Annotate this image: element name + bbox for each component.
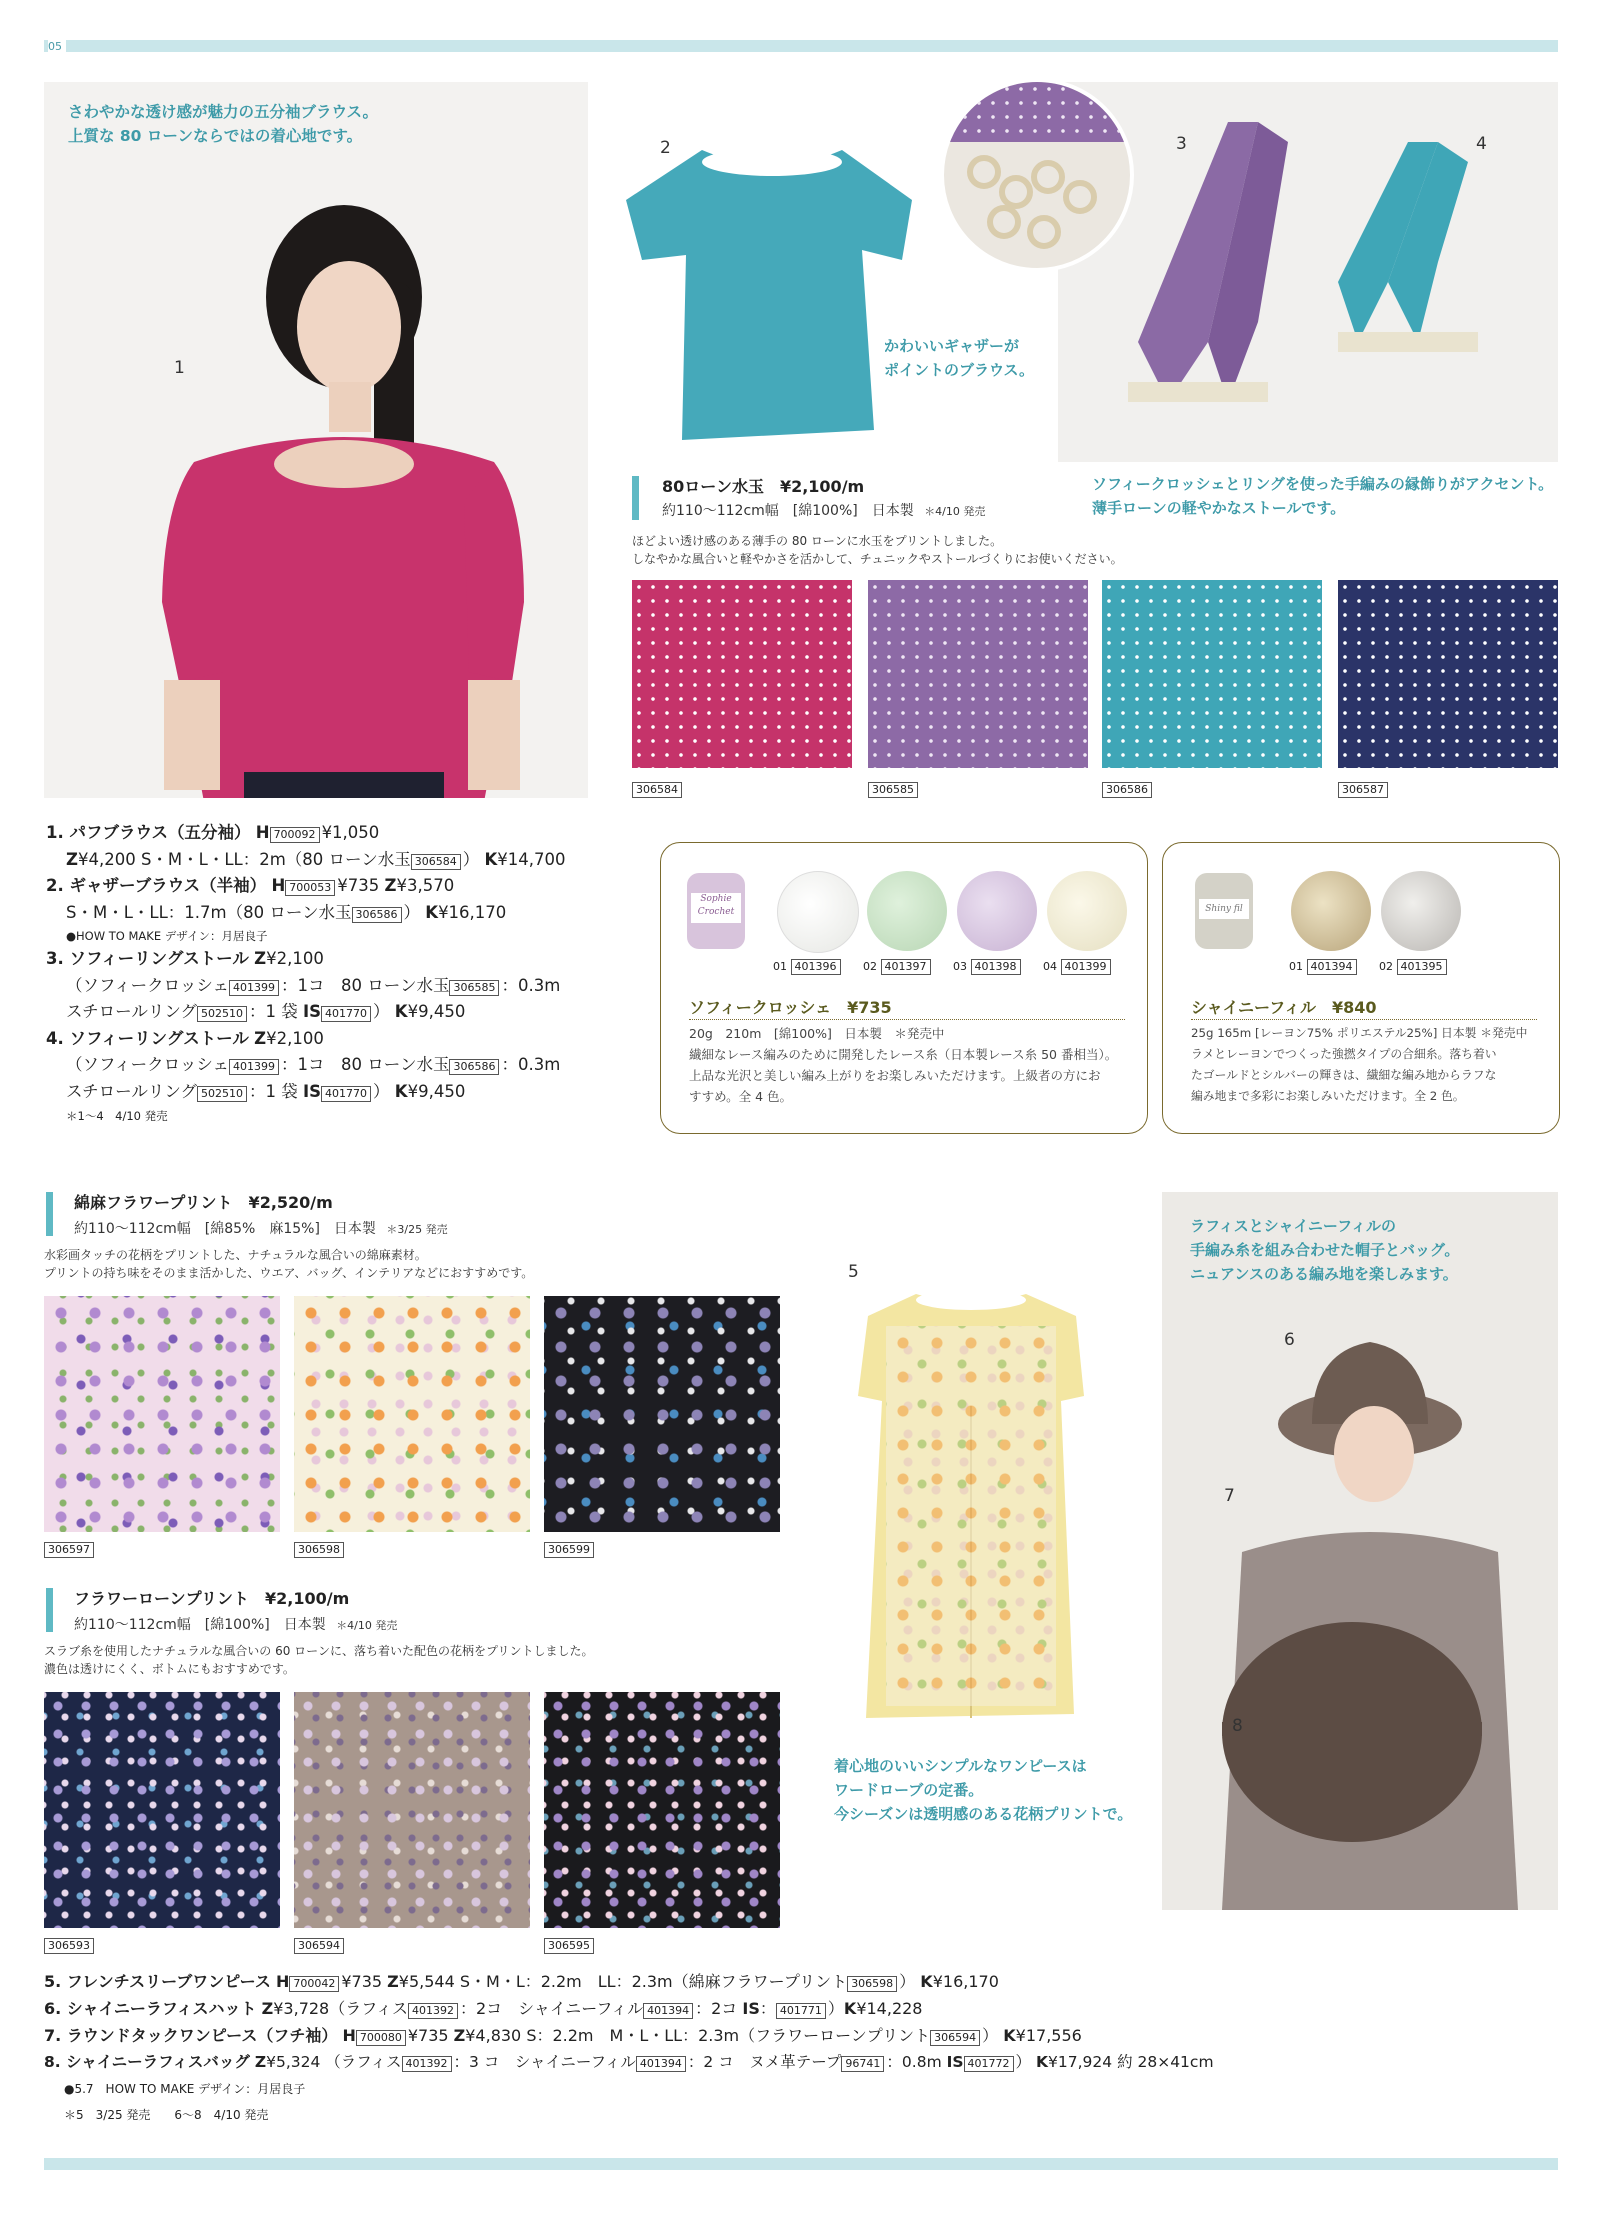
- swatch-label-306595: 306595: [544, 1938, 594, 1954]
- item-number-2: 2: [660, 138, 671, 158]
- p7-fabric-code: 306594: [930, 2030, 980, 2046]
- shiny-desc: [1191, 1023, 1547, 1107]
- swatch-306593: [44, 1692, 280, 1928]
- sophie-cap-03: [953, 959, 1023, 975]
- product-8-line: [44, 2049, 1554, 2076]
- p2-z-label: Z: [384, 876, 397, 895]
- lawn-dots-desc2: しなやかな風合いと軽やかさを活かして、チュニックやストールづくりにお使いください。: [632, 552, 1123, 566]
- dress5-caption-line3: 今シーズンは透明感のある花柄プリントで。: [834, 1805, 1133, 1823]
- swatch-label-306586: 306586: [1102, 782, 1152, 798]
- linen-floral-desc1: 水彩画タッチの花柄をプリントした、ナチュラルな風合いの綿麻素材。: [44, 1248, 427, 1262]
- p4-ring-qty: ：1 袋: [249, 1081, 298, 1101]
- hero-caption-line2: 上質な 80 ローンならではの着心地です。: [68, 127, 363, 145]
- p4-k-price: ¥9,450: [407, 1081, 466, 1101]
- sophie-cap-02-n: 02: [863, 960, 877, 973]
- linen-floral-title: 綿麻フラワープリント ¥2,520/m: [74, 1193, 333, 1212]
- p8-k-label: K: [1036, 2053, 1049, 2071]
- swatch-label-306584: 306584: [632, 782, 682, 798]
- sophie-ball-01: [777, 871, 859, 953]
- p6-close-paren: ）: [827, 1999, 844, 2018]
- p5-fabric-code: 306598: [847, 1976, 897, 1992]
- dress5-caption-line2: ワードローブの定番。: [834, 1781, 984, 1799]
- item-number-3: 3: [1176, 134, 1187, 154]
- p1-z-price: ¥4,200: [77, 849, 136, 869]
- product-4-line1: [46, 1026, 646, 1053]
- p5-name: 5. フレンチスリーブワンピース: [44, 1972, 271, 1991]
- p6-shiny-label: ：2コ シャイニーフィル: [459, 1999, 644, 2018]
- linen-floral-release: ＊3/25 発売: [386, 1223, 448, 1236]
- p6-z-price: ¥3,728: [273, 1999, 330, 2018]
- sophie-ball-02: [867, 871, 947, 951]
- sophie-crochet-box: [660, 842, 1148, 1134]
- lawn-dots-spec: 約110～112cm幅 [綿100%] 日本製: [662, 503, 914, 519]
- product-2-line1: [46, 873, 646, 900]
- shiny-fil-box: [1162, 842, 1560, 1134]
- shiny-cap-01: [1289, 959, 1359, 975]
- hatbag-illustration: [1162, 1192, 1558, 1910]
- dress-floral-overlay: [886, 1326, 1056, 1706]
- lace-closeup-inset: [940, 78, 1134, 272]
- sophie-cap-04-code: 401399: [1061, 959, 1111, 975]
- p3-z-price: ¥2,100: [266, 949, 324, 968]
- p4-ring-label: スチロールリング: [66, 1081, 198, 1101]
- swatch-306597: [44, 1296, 280, 1532]
- shiny-cap-01-code: 401394: [1307, 959, 1357, 975]
- shiny-package: [1195, 873, 1253, 949]
- sophie-cap-04-n: 04: [1043, 960, 1057, 973]
- sophie-label-line1: Sophie: [700, 894, 732, 904]
- p5-z-label: Z: [387, 1972, 399, 1991]
- p4-z-price: ¥2,100: [266, 1028, 324, 1048]
- p7-h-label: H: [342, 2026, 356, 2045]
- swatch-306587: [1338, 580, 1558, 768]
- flower-lawn-desc: [44, 1642, 593, 1678]
- product-3-line3: [46, 999, 646, 1026]
- shiny-title: シャイニーフィル ¥840: [1191, 998, 1377, 1017]
- sophie-ball-04: [1047, 871, 1127, 951]
- product-4-line3: [46, 1079, 646, 1106]
- p7-name: 7. ラウンドタックワンピース（フチ袖）: [44, 2026, 338, 2045]
- p6-k-price: ¥14,228: [856, 1999, 923, 2018]
- sophie-divider: [689, 1019, 1125, 1020]
- p3-yarn-code: 401399: [229, 980, 279, 996]
- swatch-306595: [544, 1692, 780, 1928]
- hatbag-photo: [1162, 1192, 1558, 1910]
- p8-leather-code: 96741: [841, 2056, 884, 2072]
- p5-z-price: ¥5,544: [398, 1972, 455, 1991]
- item-number-7: 7: [1224, 1486, 1235, 1506]
- p1-h-price: ¥1,050: [321, 823, 380, 842]
- p1-name: 1. パフブラウス（五分袖）: [46, 823, 251, 842]
- p6-raffis-code: 401392: [408, 2003, 458, 2019]
- swatch-label-306599: 306599: [544, 1542, 594, 1558]
- products-bottom-list: [44, 1968, 1554, 2128]
- hero-caption-line1: さわやかな透け感が魅力の五分袖ブラウス。: [68, 103, 379, 121]
- item-number-6: 6: [1284, 1330, 1295, 1350]
- swatch-306585: [868, 580, 1088, 768]
- lawn-dots-release: ＊4/10 発売: [924, 505, 986, 518]
- p1-fabric-code: 306584: [411, 854, 461, 870]
- p3-close-paren: ）: [373, 1002, 390, 1021]
- item-number-4: 4: [1476, 134, 1487, 154]
- lawn-dots-title: 80ローン水玉 ¥2,100/m: [662, 477, 865, 496]
- p2-k-label: K: [425, 902, 439, 922]
- p7-h-code: 700080: [356, 2030, 406, 2046]
- p7-size: S：2.2m M・L・LL：2.3m（フラワーローンプリント: [526, 2026, 931, 2045]
- p8-z-label: Z: [254, 2053, 267, 2071]
- p7-h-price: ¥735: [407, 2026, 449, 2045]
- p6-name: 6. シャイニーラフィスハット: [44, 1999, 257, 2018]
- stole-caption: [1092, 472, 1553, 520]
- p8-leather-qty: ：0.8m: [886, 2053, 942, 2071]
- sophie-spec: 20g 210m [綿100%] 日本製 ＊発売中: [689, 1026, 945, 1041]
- stole-caption-line2: 薄手ローンの軽やかなストールです。: [1092, 499, 1346, 517]
- p7-k-price: ¥17,556: [1015, 2026, 1082, 2045]
- flower-lawn-title: フラワーローンプリント ¥2,100/m: [74, 1589, 350, 1608]
- product-1-line2: [46, 847, 646, 874]
- p2-name: 2. ギャザーブラウス（半袖）: [46, 876, 267, 895]
- page-number: 05: [48, 40, 66, 53]
- p8-z-price: ¥5,324: [266, 2053, 321, 2071]
- p6-shiny-code: 401394: [643, 2003, 693, 2019]
- item-number-5: 5: [848, 1262, 859, 1282]
- linen-floral-spec: 約110～112cm幅 [綿85% 麻15%] 日本製: [74, 1221, 376, 1237]
- p3-z-label: Z: [254, 949, 267, 968]
- p2-fabric-code: 306586: [352, 907, 402, 923]
- product-7-line: [44, 2022, 1554, 2049]
- p8-close-paren: ）: [1015, 2053, 1032, 2071]
- swatch-label-306594: 306594: [294, 1938, 344, 1954]
- p5-h-label: H: [275, 1972, 290, 1991]
- p8-is-label: IS: [946, 2053, 964, 2071]
- p1-close-paren: ）: [462, 849, 480, 869]
- hero-caption: [68, 100, 378, 148]
- blouse2-caption: [884, 334, 1034, 382]
- blouse2-caption-line2: ポイントのブラウス。: [884, 361, 1035, 379]
- p4-is-code: 401770: [321, 1086, 371, 1102]
- product-3-line2: [46, 973, 646, 1000]
- linen-floral-spec-row: [74, 1218, 448, 1238]
- lawn-dots-spec-row: [662, 500, 985, 520]
- p4-is-label: IS: [303, 1081, 322, 1101]
- p6-z-label: Z: [261, 1999, 274, 2018]
- p6-is-colon: ：: [759, 1999, 776, 2018]
- sophie-label-line2: Crochet: [697, 907, 735, 917]
- shiny-divider: [1191, 1019, 1537, 1020]
- p3-ring-label: スチロールリング: [66, 1002, 198, 1021]
- p8-leather-label: ：2 コ ヌメ革テープ: [687, 2053, 842, 2071]
- p5-h-code: 700042: [289, 1976, 339, 1992]
- p5-h-price: ¥735: [341, 1972, 383, 1991]
- p7-k-label: K: [1003, 2026, 1016, 2045]
- lawn-dots-accent-bar: [632, 476, 639, 520]
- teal-blouse-illustration: [612, 140, 932, 450]
- shiny-cap-02-n: 02: [1379, 960, 1393, 973]
- swatch-306599: [544, 1296, 780, 1532]
- shiny-desc3: 編み地まで多彩にお楽しみいただけます。全 2 色。: [1191, 1089, 1465, 1103]
- p6-is-label: IS: [742, 1999, 760, 2018]
- p4-k-label: K: [394, 1081, 408, 1101]
- swatch-306584: [632, 580, 852, 768]
- dress5-photo: [846, 1286, 1096, 1726]
- p7-close-paren: ）: [982, 2026, 999, 2045]
- p8-raffis-label: （ラフィス: [325, 2053, 402, 2071]
- lace-rings-illustration: [944, 82, 1130, 268]
- shiny-cap-02-code: 401395: [1397, 959, 1447, 975]
- blouse-dot-overlay: [194, 452, 524, 782]
- p6-raffis-label: （ラフィス: [329, 1999, 408, 2018]
- p5-size: S・M・L：2.2m LL：2.3m（綿麻フラワープリント: [459, 1972, 848, 1991]
- sophie-cap-01-n: 01: [773, 960, 787, 973]
- hatbag-caption-line1: ラフィスとシャイニーフィルの: [1190, 1217, 1396, 1235]
- p4-close-paren: ）: [373, 1081, 390, 1101]
- sophie-cap-02: [863, 959, 933, 975]
- flower-lawn-desc2: 濃色は透けにくく、ボトムにもおすすめです。: [44, 1662, 295, 1676]
- p3-k-label: K: [394, 1002, 408, 1021]
- p4-fabric-label: ：1コ 80 ローン水玉: [281, 1055, 450, 1074]
- p1-k-label: K: [484, 849, 498, 869]
- sophie-desc1: 繊細なレース編みのために開発したレース糸（日本製レース糸 50 番相当）。: [689, 1047, 1118, 1062]
- swatch-306594: [294, 1692, 530, 1928]
- blouse2-caption-line1: かわいいギャザーが: [884, 337, 1020, 355]
- top-band: [44, 40, 1558, 52]
- lawn-dots-desc: [632, 532, 1123, 568]
- item-number-1: 1: [174, 358, 185, 378]
- flower-lawn-release: ＊4/10 発売: [336, 1619, 398, 1632]
- p6-k-label: K: [843, 1999, 857, 2018]
- p1-h-code: 700092: [270, 827, 320, 843]
- shiny-spec: 25g 165m [レーヨン75% ポリエステル25%] 日本製 ＊発売中: [1191, 1026, 1528, 1040]
- sophie-desc2: 上品な光沢と美しい編み上がりをお楽しみいただけます。上級者の方にお: [689, 1068, 1101, 1083]
- swatch-label-306598: 306598: [294, 1542, 344, 1558]
- p3-is-label: IS: [303, 1002, 322, 1021]
- p6-shiny-qty: ：2コ: [695, 1999, 738, 2018]
- p5-k-label: K: [920, 1972, 933, 1991]
- flower-lawn-accent-bar: [46, 1588, 53, 1632]
- p3-fabric-qty: ：0.3m: [501, 975, 561, 995]
- p4-z-label: Z: [254, 1028, 267, 1048]
- linen-floral-accent-bar: [46, 1192, 53, 1236]
- product-6-line: [44, 1995, 1554, 2022]
- sophie-cap-03-n: 03: [953, 960, 967, 973]
- sophie-title: ソフィークロッシェ ¥735: [689, 998, 892, 1017]
- p8-name: 8. シャイニーラフィスバッグ: [44, 2053, 250, 2071]
- p4-fabric-code: 306586: [449, 1059, 499, 1075]
- swatch-306586: [1102, 580, 1322, 768]
- hatbag-caption-line3: ニュアンスのある編み地を楽しみます。: [1190, 1265, 1458, 1283]
- dress5-caption: [834, 1754, 1132, 1826]
- p2-z-price: ¥3,570: [396, 876, 455, 895]
- blouse2-photo: [612, 140, 932, 450]
- p3-is-code: 401770: [321, 1006, 371, 1022]
- shiny-desc1: ラメとレーヨンでつくった強撚タイプの合細糸。落ち着い: [1191, 1047, 1497, 1061]
- p2-close-paren: ）: [403, 902, 421, 922]
- sophie-desc: [689, 1023, 1129, 1107]
- item-number-8: 8: [1232, 1716, 1243, 1736]
- shiny-desc2: たゴールドとシルバーの輝きは、繊細な編み地からラフな: [1191, 1068, 1497, 1082]
- shiny-package-label: Shiny fil: [1199, 899, 1249, 919]
- p3-k-price: ¥9,450: [407, 1002, 466, 1021]
- sophie-cap-01-code: 401396: [791, 959, 841, 975]
- shiny-cap-01-n: 01: [1289, 960, 1303, 973]
- sophie-cap-01: [773, 959, 843, 975]
- p4-yarn-code: 401399: [229, 1059, 279, 1075]
- sophie-cap-04: [1043, 959, 1113, 975]
- p3-name: 3. ソフィーリングストール: [46, 949, 249, 968]
- p3-fabric-label: ：1コ 80 ローン水玉: [281, 975, 450, 995]
- swatch-label-306597: 306597: [44, 1542, 94, 1558]
- hatbag-caption: [1190, 1214, 1459, 1286]
- linen-floral-desc: [44, 1246, 533, 1282]
- hero-photo: [44, 82, 588, 798]
- p8-raffis-code: 401392: [402, 2056, 452, 2072]
- sophie-package: [687, 873, 745, 949]
- lawn-dots-desc1: ほどよい透け感のある薄手の 80 ローンに水玉をプリントしました。: [632, 534, 1003, 548]
- p2-h-price: ¥735: [337, 876, 380, 895]
- release-note-bottom: ＊5 3/25 発売 6～8 4/10 発売: [64, 2108, 269, 2122]
- p1-size: S・M・L・LL：2m（80 ローン水玉: [140, 849, 411, 869]
- product-1-line1: [46, 820, 646, 847]
- dress5-caption-line1: 着心地のいいシンプルなワンピースは: [834, 1757, 1087, 1775]
- p4-ring-code: 502510: [197, 1086, 247, 1102]
- p8-size: 約 28×41cm: [1117, 2053, 1214, 2071]
- swatch-306598: [294, 1296, 530, 1532]
- p4-yarn-label: （ソフィークロッシェ: [66, 1055, 230, 1074]
- flower-lawn-desc1: スラブ糸を使用したナチュラルな風合いの 60 ローンに、落ち着いた配色の花柄をプリントしました。: [44, 1644, 594, 1658]
- sophie-cap-03-code: 401398: [971, 959, 1021, 975]
- p2-size: S・M・L・LL：1.7m（80 ローン水玉: [66, 902, 352, 922]
- p3-ring-qty: ：1 袋: [249, 1002, 298, 1021]
- howto-bottom: ●5.7 HOW TO MAKE デザイン：月居良子: [64, 2082, 306, 2096]
- sophie-cap-02-code: 401397: [881, 959, 931, 975]
- release-note-top: ＊1～4 4/10 発売: [66, 1109, 168, 1123]
- product-4-line2: [46, 1052, 646, 1079]
- p4-fabric-qty: ：0.3m: [501, 1055, 561, 1074]
- p8-is-code: 401772: [964, 2056, 1014, 2072]
- howto-1: ●HOW TO MAKE デザイン：月居良子: [66, 929, 268, 943]
- flower-lawn-spec-row: [74, 1614, 397, 1634]
- product-2-line2: [46, 900, 646, 927]
- p3-yarn-label: （ソフィークロッシェ: [66, 975, 230, 995]
- p1-k-price: ¥14,700: [497, 849, 566, 869]
- sophie-desc3: すすめ。全 4 色。: [689, 1089, 793, 1104]
- p7-z-label: Z: [453, 2026, 466, 2045]
- swatch-label-306585: 306585: [868, 782, 918, 798]
- shiny-cap-02: [1379, 959, 1449, 975]
- p1-z-label: Z: [66, 849, 78, 869]
- shiny-ball-02: [1381, 871, 1461, 951]
- p3-ring-code: 502510: [197, 1006, 247, 1022]
- shiny-ball-01: [1291, 871, 1371, 951]
- p6-is-code: 401771: [776, 2003, 826, 2019]
- p1-h-label: H: [255, 823, 270, 842]
- swatch-label-306587: 306587: [1338, 782, 1388, 798]
- p5-close-paren: ）: [899, 1972, 916, 1991]
- products-top-list: [46, 820, 646, 1127]
- p8-shiny-label: ：3 コ シャイニーフィル: [453, 2053, 636, 2071]
- p8-k-price: ¥17,924: [1048, 2053, 1113, 2071]
- p3-fabric-code: 306585: [449, 980, 499, 996]
- p2-h-code: 700053: [285, 880, 335, 896]
- p7-z-price: ¥4,830: [465, 2026, 522, 2045]
- p4-name: 4. ソフィーリングストール: [46, 1028, 249, 1048]
- product-5-line: [44, 1968, 1554, 1995]
- bottom-band: [44, 2158, 1558, 2170]
- product-3-line1: [46, 946, 646, 973]
- flower-lawn-spec: 約110～112cm幅 [綿100%] 日本製: [74, 1617, 326, 1633]
- hatbag-caption-line2: 手編み糸を組み合わせた帽子とバッグ。: [1190, 1241, 1460, 1259]
- p5-k-price: ¥16,170: [932, 1972, 999, 1991]
- sophie-ball-03: [957, 871, 1037, 951]
- sophie-package-label: [691, 893, 741, 923]
- p2-h-label: H: [271, 876, 286, 895]
- p2-k-price: ¥16,170: [438, 902, 507, 922]
- p8-shiny-code: 401394: [636, 2056, 686, 2072]
- stole-caption-line1: ソフィークロッシェとリングを使った手編みの縁飾りがアクセント。: [1092, 475, 1554, 493]
- swatch-label-306593: 306593: [44, 1938, 94, 1954]
- linen-floral-desc2: プリントの持ち味をそのまま活かした、ウエア、バッグ、インテリアなどにおすすめです。: [44, 1266, 534, 1280]
